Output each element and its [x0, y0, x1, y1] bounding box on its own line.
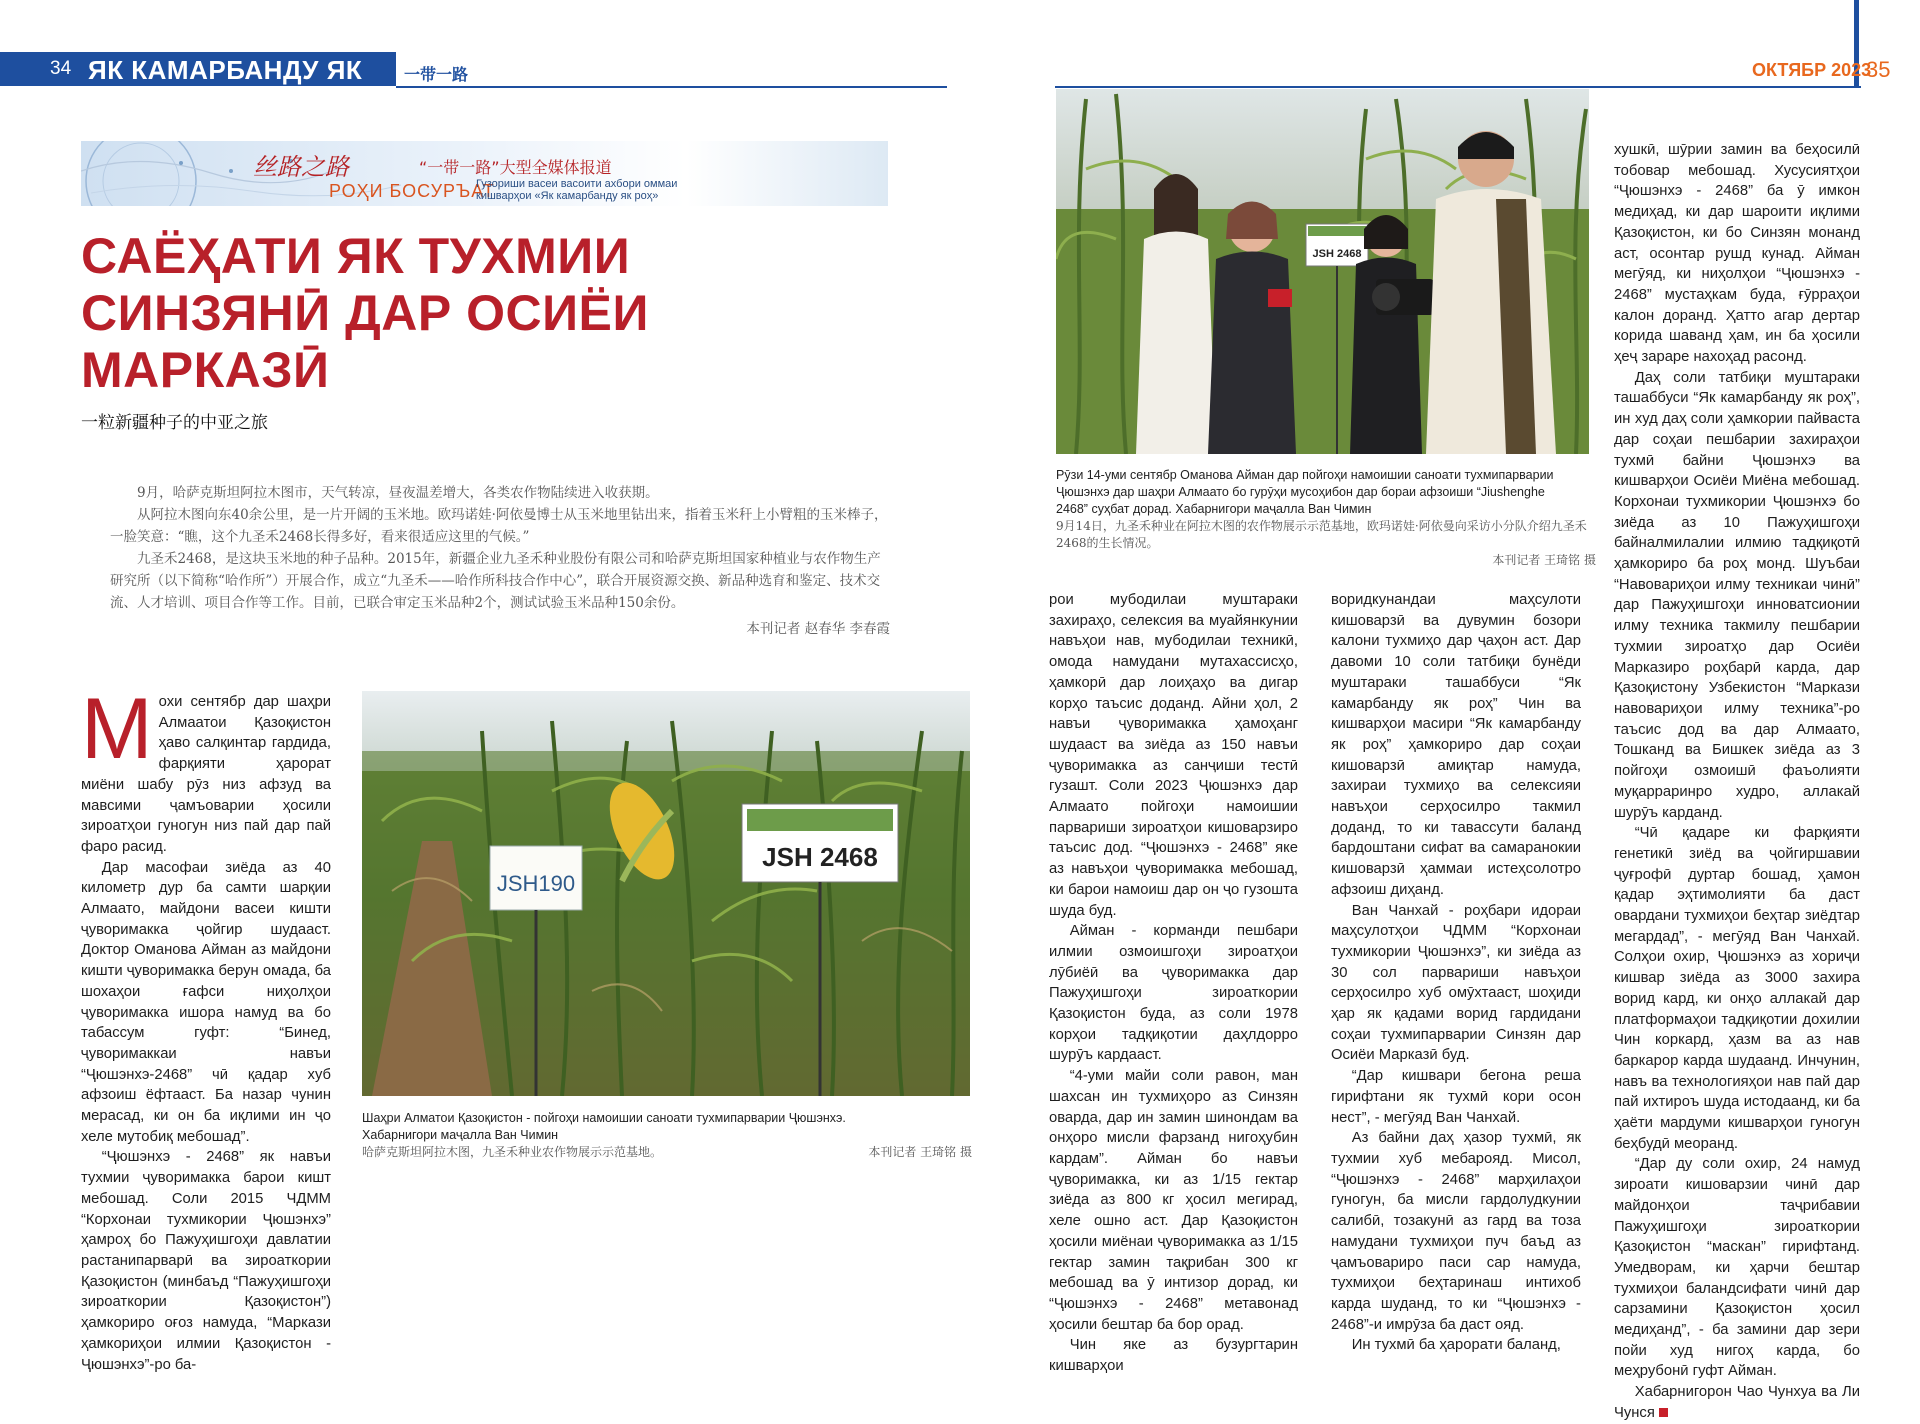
series-banner	[81, 141, 888, 206]
body-paragraph: рои мубодилаи муштараки захираҳо, селексия ва муайянкунии навъҳои нав, мубодилаи техникӣ, омода намудани мутахассисҳо, ҳамкорӣ дар лоиҳаҳо ва дигар корҳо таъсис доданд. Айни ҳол, 2 навъи ҷуворимакка ҳамоҳанг шудааст ва зиёда аз 150 навъи ҷуворимакка аз санҷиши тестӣ гузашт. Соли 2023 Ҷюшэнхэ дар Алмаато пойгоҳи намоишии парвариши зироатҳои кишоварзиро таъсис дод. “Ҷюшэнхэ - 2468” яке аз навъҳои ҷуворимакка мебошад, ки барои намоиш дар он ҷо гузошта шуда буд.	[1049, 592, 1298, 919]
end-mark-icon	[1659, 1408, 1668, 1417]
body-paragraph: “Дар кишвари бегона реша гирифтани як тухмӣ кори осон нест”, - мегӯяд Ван Чанхай.	[1331, 1068, 1581, 1126]
title-line: САЁҲАТИ ЯК ТУХМИИ	[81, 228, 631, 284]
left-page-number: 34	[50, 58, 72, 79]
photo2-caption-line: Рӯзи 14-уми сентябр Оманова Айман дар пойгоҳи намоишии саноати тухмипарварии	[1056, 468, 1554, 482]
banner-calligraphy: 丝路之路	[253, 153, 349, 181]
title-line: СИНЗЯНӢ ДАР ОСИЁИ	[81, 285, 649, 341]
body-paragraph: Мохи сентябр дар шаҳри Алмаатои Қазоқистон ҳаво салқинтар гардида, фарқияти ҳарорат миёни шабу рӯз низ афзуд ва мавсими ҷамъоварии ҳосили зироатҳои гуногун низ пай дар пай фаро расид.	[81, 681, 331, 855]
sign-jsh190-label: JSH190	[496, 871, 576, 896]
banner-chinese-line: “一带一路”大型全媒体报道	[419, 158, 612, 177]
photo2-caption-line: Ҷюшэнхэ дар шаҳри Алмаато бо гурӯҳи мусоҳибон дар бораи афзоиши “Jiushenghe	[1056, 485, 1545, 499]
banner-tajik-title: РОҲИ БОСУРЪАТ	[329, 181, 495, 201]
left-header-bar	[0, 52, 396, 116]
photo1-caption-author: 本刊记者 王琦铭 摄	[868, 1145, 972, 1159]
body-paragraph: Дар масофаи зиёда аз 40 километр дур ба самти шарқии Алмаато, майдони васеи кишти ҷуворимакка ҷойгир шудааст. Доктор Оманова Айман аз майдони кишти ҷуворимакка берун омада, ба шохаҳои ғафси ниҳолҳои ҷуворимакка ишора намуд ва бо табассум гуфт: “Бинед, ҷуворимаккаи навъи “Ҷюшэнхэ-2468” чӣ қадар хуб афзоиш ёфтааст. Ба назар чунин мерасад, ки он ба иқлими ин ҷо хеле мутобиқ мебошад”.	[81, 859, 331, 1145]
photo2-caption-line: 2468” суҳбат дорад. Хабарнигори маҷалла Ван Чимин	[1056, 502, 1372, 516]
body-paragraph: Хабарнигорон Чао Чунхуа ва Ли Чунся	[1614, 1384, 1860, 1421]
cornfield-photo	[362, 691, 970, 1096]
body-paragraph: Айман - корманди пешбари илмии озмоишгоҳи зироатҳои лӯбиёӣ ва ҷуворимакка дар Пажуҳишгоҳи зироаткории Қазоқистон буда, аз соли 1978 корҳои тадқиқотии даҳлдорро шурӯъ кардааст.	[1049, 923, 1298, 1064]
photo1-caption	[362, 1110, 972, 1161]
header-rule-left	[396, 86, 947, 88]
chinese-intro-paragraph: 从阿拉木图向东40余公里，是一片开阔的玉米地。欧玛诺娃·阿依曼博士从玉米地里钻出来，指着玉米秆上小臂粗的玉米棒子，一脸笑意：“瞧，这个九圣禾2468长得多好，看来很适应这里的气候。”	[110, 507, 888, 545]
body-paragraph: Ин тухмӣ ба ҳарорати баланд,	[1351, 1337, 1561, 1354]
body-paragraph: “Дар ду соли охир, 24 намуд зироати кишоварзии чинӣ дар майдонҳои таҷрибавии Пажуҳишгоҳи зироаткории Қазоқистон “маскан” гирифтанд. Умедворам, ки ҳарчи бештар тухмиҳои баландсифати чинӣ дар сарзамини Қазоқистон ҳосил медиҳанд”, - ба замини дар зери пойи худ нигоҳ карда, бо меҳрубонӣ гуфт Айман.	[1614, 1156, 1860, 1380]
chinese-intro-paragraph: 9月，哈萨克斯坦阿拉木图市，天气转凉，昼夜温差增大，各类农作物陆续进入收获期。	[137, 485, 659, 501]
body-paragraph: “Чӣ қадаре ки фарқияти генетикӣ зиёд ва ҷойгиршавии ҷуғрофӣ дуртар бошад, ҳамон қадар эҳтимолияти ба даст овардани тухмиҳои беҳтар зиёдтар мегардад”, - мегӯяд Ван Чанхай. Солҳои охир, Ҷюшэнхэ аз хориҷи кишвар зиёда аз 3000 захира ворид кард, ки онҳо аллакай дар платформаҳои тадқиқотии дохилии Чин коркард, ҳазм ва аз нав баркарор карда шудаанд. Инчунин, навъ ва технологияҳои нав пай дар пай ихтироъ шуда истодаанд, ки ба ҳаёти мардуми кишварҳои гуногун беҳбудӣ меоранд.	[1614, 825, 1860, 1152]
body-paragraph: “4-уми майи соли равон, ман шахсан ин тухмиҳоро аз Синзян оварда, дар ин замин шинондам ва онҳоро мисли фарзанд нигоҳубин кардам”. Айман бо навъи ҷуворимакка, ки аз 1/15 гектар зиёда аз 800 кг ҳосил мегирад, хеле ошно аст. Дар Қазоқистон ҳосили миёнаи ҷуворимакка аз 1/15 гектар замин тақрибан 300 кг мебошад ва ӯ интизор дорад, ки “Ҷюшэнхэ - 2468” метавонад ҳосили бештар ба бор орад.	[1049, 1068, 1298, 1333]
body-column-2	[1049, 590, 1298, 1377]
chinese-intro	[110, 482, 890, 640]
chinese-intro-paragraph: 九圣禾2468，是这块玉米地的种子品种。2015年，新疆企业九圣禾种业股份有限公司和哈萨克斯坦国家种植业与农作物生产研究所（以下简称“哈作所”）开展合作，成立“九圣禾——哈作所科技合作中心”，联合开展资源交换、新品种选育和鉴定、技术交流、人才培训、项目合作等工作。目前，已联合审定玉米品种2个，测试试验玉米品种150余份。	[110, 551, 881, 611]
body-paragraph: воридкунандаи маҳсулоти кишоварзӣ ва дувумин бозори калони тухмиҳо дар ҷаҳон аст. Дар давоми 10 соли татбиқи бунёди муштараки ташаббуси “Як камарбанду як роҳ” Чин ва кишварҳои масири “Як камарбанду як роҳ” ҳамкориро дар соҳаи кишоварзӣ амиқтар намуда, захираи тухмиҳо ва селексияи навъҳои серҳосилро такмил доданд, то ки тавассути баланд бардоштани сифат ва самаранокии кишоварзӣ ҳаммаи истеҳсолотро афзоиш диҳанд.	[1331, 592, 1581, 898]
interview-sign-label: JSH 2468	[1312, 248, 1362, 260]
interview-photo	[1056, 89, 1589, 454]
photo1-caption-line: Хабарнигори маҷалла Ван Чимин	[362, 1128, 559, 1142]
right-page-number: 35	[1866, 57, 1891, 82]
drop-cap: М	[81, 681, 153, 777]
body-paragraph: Даҳ соли татбиқи муштараки ташаббуси “Як камарбанду як роҳ”, ин худ даҳ соли ҳамкории пайваста дар соҳаи пешбарии захираҳои тухмӣ байни Ҷюшэнхэ ва кишварҳои Осиёи Миёна мебошад. Корхонаи тухмикории Ҷюшэнхэ бо зиёда аз 10 Пажуҳишгоҳи байналмилалии илмию тадқиқотӣ ҳамкориро ба роҳ монд. Шуъбаи “Навовариҳои илму техникаи чинӣ” дар Пажуҳишгоҳи инноватсионии илму техника такмилу пешбарии тухмии зироатҳо дар Осиёи Марказиро роҳбарӣ карда, дар Қазоқистону Узбекистон “Маркази навовариҳои илму техника”-ро таъсис дод ва дар Алмаато, Тошканд ва Бишкек зиёда аз 3 пойгоҳи озмоишӣ фаъолияти муқарраринро худро, аллакай шурӯъ карданд.	[1614, 369, 1860, 821]
body-column-3	[1331, 590, 1581, 1356]
banner-subtitle: Гузориши васеи васоити ахбори оммаи кишварҳои «Як камарбанду як роҳ»	[476, 178, 678, 202]
body-paragraph: Ван Чанхай - роҳбари идораи маҳсулотҳои ЧДММ “Корхонаи тухмикории Ҷюшэнхэ”, ки зиёда аз 30 сол парвариши навъҳои серҳосилро хуб омӯхтааст, шоҳиди ҳар як қадами ворид гардидани соҳаи тухмипарварии Синзян дар Осиёи Марказӣ буд.	[1331, 902, 1581, 1064]
article-title	[81, 228, 881, 399]
chinese-title: 一粒新疆种子的中亚之旅	[81, 413, 268, 433]
photo2-caption	[1056, 467, 1596, 569]
photo2-caption-author: 本刊记者 王琦铭 摄	[1492, 553, 1596, 567]
photo1-caption-chinese: 哈萨克斯坦阿拉木图，九圣禾种业农作物展示示范基地。 本刊记者 王琦铭 摄	[362, 1145, 972, 1159]
body-column-4	[1614, 140, 1860, 1424]
header-rule-right	[1055, 86, 1861, 88]
body-column-1	[81, 681, 331, 1375]
photo1-caption-line: Шаҳри Алматои Қазоқистон - пойгоҳи намоишии саноати тухмипарварии Ҷюшэнхэ.	[362, 1111, 846, 1125]
body-paragraph: Аз байни даҳ ҳазор тухмӣ, як тухмии хуб мебарояд. Мисол, “Ҷюшэнхэ - 2468” марҳилаҳои гуногун, ба мисли гардолудкунии салибӣ, тозакунӣ аз гард ва тоза намудани тухмиҳои пуч баъд аз ҷамъовариро паси сар намуда, тухмиҳои беҳтаринаш интихоб карда шуданд, то ки “Ҷюшэнхэ - 2468”-и имрӯза ба даст ояд.	[1331, 1130, 1581, 1333]
section-title: ЯК КАМАРБАНДУ ЯК РОҲ	[88, 55, 363, 116]
photo2-caption-chinese: 9月14日，九圣禾种业在阿拉木图的农作物展示示范基地，欧玛诺娃·阿依曼向采访小分队介绍九圣禾2468的生长情况。 本刊记者 王琦铭 摄	[1056, 519, 1596, 567]
body-paragraph: хушкӣ, шӯрии замин ва беҳосилӣ тобовар мебошад. Хусусиятҳои “Ҷюшэнхэ - 2468” ба ӯ имкон медиҳад, ки дар шароити иқлими Қазоқистон, ки бо Синзян монанд аст, осонтар рушд кунад. Айман мегӯяд, ки ниҳолҳои “Ҷюшэнхэ - 2468” мустаҳкам буда, ғӯрраҳои калон доранд. Ҳатто агар дертар корида шаванд ҳам, ин ба ҳосили ҳеҷ зараре нахоҳад расонд.	[1614, 142, 1860, 366]
title-line: МАРКАЗӢ	[81, 342, 330, 398]
section-chinese-label: 一带一路	[404, 65, 469, 84]
body-paragraph: Чин яке аз бузургтарин кишварҳои	[1049, 1337, 1298, 1375]
body-paragraph: “Ҷюшэнхэ - 2468” як навъи тухмии ҷуворимакка барои кишт мебошад. Соли 2015 ЧДММ “Корхонаи тухмикории Ҷюшэнхэ” ҳамроҳ бо Пажуҳишгоҳи давлатии растанипарварӣ ва зироаткории Қазоқистон (минбаъд “Пажуҳишгоҳи зироаткории Қазоқистон”) ҳамкориро оғоз намуда, “Маркази ҳамкориҳои илмии Қазоқистон - Ҷюшэнхэ”-ро ба-	[81, 1149, 331, 1373]
issue-date: ОКТЯБР 2023	[1752, 60, 1872, 80]
chinese-intro-author: 本刊记者 赵春华 李春霞	[746, 621, 890, 637]
sign-jsh2468-label: JSH 2468	[762, 842, 878, 872]
